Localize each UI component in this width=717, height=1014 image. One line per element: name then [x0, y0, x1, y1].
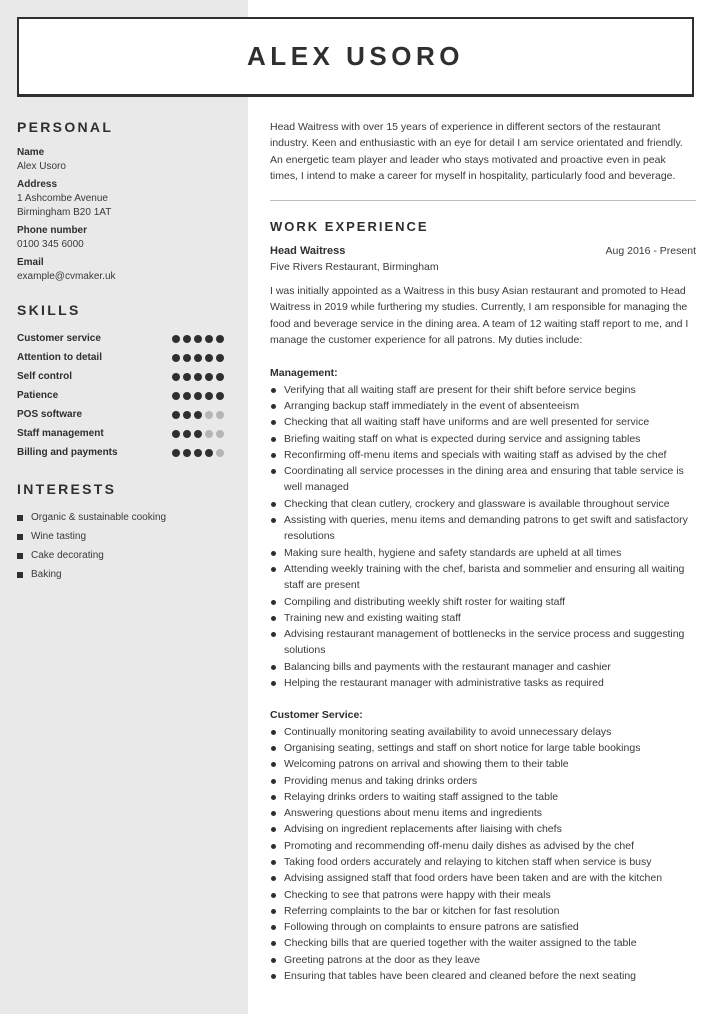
duty-item	[270, 610, 696, 626]
bullet-icon	[271, 941, 276, 946]
duty-text: Helping the restaurant manager with administrative tasks as required	[284, 677, 604, 690]
personal-field-value: Birmingham B20 1AT	[17, 207, 112, 218]
rating-dot-empty-icon	[216, 430, 224, 438]
personal-field-label: Name	[17, 147, 45, 158]
duty-text: Making sure health, hygiene and safety standards are upheld at all times	[284, 546, 622, 559]
duty-text: Referring complaints to the bar or kitchen for fast resolution	[284, 904, 560, 917]
interests-heading: INTERESTS	[17, 481, 117, 497]
duty-section-heading: Management:	[270, 367, 338, 380]
profile-summary: Head Waitress with over 15 years of experience in different sectors of the restaurant industry. Keen and enthusiastic with an eye for detail I am service orientated and friendly. An energetic team player and leader who stays motivated and proactive even in peak times, I intend to make a career for myself in hospitality, particularly food and beverage.	[270, 121, 683, 182]
duty-item	[270, 740, 696, 756]
skills-section	[17, 301, 232, 462]
duty-text: Checking that clean cutlery, crockery and glassware is available throughout service	[284, 497, 670, 510]
name-header	[17, 17, 694, 97]
duty-text: Assisting with queries, menu items and demanding patrons to get swift and satisfactory resolutions	[284, 514, 688, 543]
duty-item	[270, 382, 696, 398]
bullet-icon	[271, 388, 276, 393]
duty-text: Arranging backup staff immediately in the event of absenteeism	[284, 399, 580, 412]
rating-dot-filled-icon	[183, 373, 191, 381]
duty-text: Following through on complaints to ensure patrons are satisfied	[284, 921, 579, 934]
duty-item	[270, 626, 696, 659]
bullet-icon	[271, 746, 276, 751]
rating-dot-filled-icon	[205, 335, 213, 343]
bullet-icon	[271, 404, 276, 409]
duty-text: Ensuring that tables have been cleared and cleaned before the next seating	[284, 970, 637, 983]
skill-row	[17, 405, 232, 424]
skill-row	[17, 386, 232, 405]
skill-name: Staff management	[17, 428, 104, 439]
duty-item	[270, 463, 696, 496]
work-experience-heading: WORK EXPERIENCE	[270, 219, 429, 235]
skill-rating	[172, 392, 224, 400]
duty-item	[270, 675, 696, 691]
rating-dot-filled-icon	[183, 335, 191, 343]
rating-dot-filled-icon	[183, 411, 191, 419]
section-divider	[270, 200, 696, 201]
interest-label: Wine tasting	[31, 531, 87, 542]
duty-item	[270, 838, 696, 854]
duty-item	[270, 919, 696, 935]
rating-dot-filled-icon	[172, 335, 180, 343]
job-company: Five Rivers Restaurant, Birmingham	[270, 261, 439, 274]
duty-item	[270, 789, 696, 805]
bullet-icon	[271, 958, 276, 963]
bullet-icon	[271, 665, 276, 670]
duty-item	[270, 594, 696, 610]
duty-item	[270, 414, 696, 430]
rating-dot-filled-icon	[172, 430, 180, 438]
rating-dot-filled-icon	[205, 392, 213, 400]
interest-item	[17, 508, 232, 527]
duty-text: Welcoming patrons on arrival and showing them to their table	[284, 758, 569, 771]
rating-dot-filled-icon	[194, 392, 202, 400]
bullet-icon	[271, 925, 276, 930]
rating-dot-filled-icon	[194, 354, 202, 362]
duty-text: Providing menus and taking drinks orders	[284, 774, 478, 787]
skill-name: Customer service	[17, 333, 101, 344]
rating-dot-filled-icon	[194, 430, 202, 438]
bullet-icon	[271, 730, 276, 735]
duty-text: Relaying drinks orders to waiting staff assigned to the table	[284, 790, 559, 803]
bullet-icon	[271, 437, 276, 442]
rating-dot-filled-icon	[172, 392, 180, 400]
duty-item	[270, 545, 696, 561]
interest-label: Cake decorating	[31, 550, 104, 561]
duty-item	[270, 561, 696, 594]
rating-dot-empty-icon	[205, 430, 213, 438]
skill-rating	[172, 373, 224, 381]
skill-name: Attention to detail	[17, 352, 102, 363]
skill-name: Billing and payments	[17, 447, 118, 458]
interest-label: Organic & sustainable cooking	[31, 512, 167, 523]
bullet-icon	[271, 567, 276, 572]
duty-text: Organising seating, settings and staff on short notice for large table bookings	[284, 741, 641, 754]
bullet-icon	[271, 974, 276, 979]
bullet-icon	[271, 909, 276, 914]
personal-heading: PERSONAL	[17, 119, 114, 135]
bullet-icon	[271, 632, 276, 637]
personal-field	[17, 178, 232, 220]
skill-name: Patience	[17, 390, 59, 401]
duty-text: Checking to see that patrons were happy with their meals	[284, 888, 551, 901]
interests-section	[17, 480, 232, 584]
square-bullet-icon	[17, 553, 23, 559]
personal-field-label: Phone number	[17, 225, 88, 236]
duty-text: Checking that all waiting staff have uniforms and are well presented for service	[284, 416, 650, 429]
duty-item	[270, 756, 696, 772]
duty-text: Verifying that all waiting staff are present for their shift before service begins	[284, 383, 636, 396]
square-bullet-icon	[17, 515, 23, 521]
duty-text: Coordinating all service processes in the dining area and ensuring that table service is well managed	[284, 465, 684, 494]
interest-label: Baking	[31, 569, 62, 580]
bullet-icon	[271, 518, 276, 523]
bullet-icon	[271, 762, 276, 767]
skill-row	[17, 348, 232, 367]
personal-field	[17, 256, 232, 284]
duty-text: Taking food orders accurately and relaying to kitchen staff when service is busy	[284, 855, 652, 868]
duty-item	[270, 968, 696, 984]
skill-row	[17, 443, 232, 462]
duty-text: Advising on ingredient replacements after liaising with chefs	[284, 823, 562, 836]
interest-list	[17, 508, 232, 584]
duty-text: Promoting and recommending off-menu daily dishes as advised by the chef	[284, 839, 635, 852]
duty-item	[270, 398, 696, 414]
duty-list	[270, 724, 696, 985]
duty-list	[270, 382, 696, 692]
personal-field	[17, 146, 232, 174]
bullet-icon	[271, 469, 276, 474]
skill-rating	[172, 354, 224, 362]
skill-rating	[172, 449, 224, 457]
rating-dot-filled-icon	[183, 430, 191, 438]
rating-dot-filled-icon	[172, 449, 180, 457]
sidebar	[17, 118, 232, 584]
duty-item	[270, 724, 696, 740]
duty-item	[270, 512, 696, 545]
rating-dot-filled-icon	[205, 449, 213, 457]
personal-field-value: example@cvmaker.uk	[17, 271, 116, 282]
bullet-icon	[271, 502, 276, 507]
square-bullet-icon	[17, 572, 23, 578]
job-dates: Aug 2016 - Present	[605, 245, 696, 258]
skill-rating	[172, 430, 224, 438]
bullet-icon	[271, 551, 276, 556]
duty-item	[270, 447, 696, 463]
skill-row	[17, 424, 232, 443]
section-spacer	[270, 691, 696, 707]
skill-name: POS software	[17, 409, 83, 420]
duty-item	[270, 935, 696, 951]
rating-dot-filled-icon	[205, 373, 213, 381]
rating-dot-filled-icon	[183, 449, 191, 457]
rating-dot-filled-icon	[183, 392, 191, 400]
candidate-name: ALEX USORO	[247, 41, 464, 71]
duty-text: Compiling and distributing weekly shift roster for waiting staff	[284, 595, 566, 608]
duty-item	[270, 805, 696, 821]
duty-text: Checking bills that are queried together with the waiter assigned to the table	[284, 937, 637, 950]
duty-text: Greeting patrons at the door as they leave	[284, 953, 481, 966]
rating-dot-filled-icon	[216, 335, 224, 343]
bullet-icon	[271, 779, 276, 784]
job-description: I was initially appointed as a Waitress in this busy Asian restaurant and promoted to Head Waitress in 2019 while furthering my studies. Currently, I am responsible for managing the food and beverage service in the dining area. A team of 12 waiting staff report to me, and I manage the customer experience for all patrons. My duties include:	[270, 285, 689, 347]
duty-text: Training new and existing waiting staff	[284, 611, 461, 624]
bullet-icon	[271, 893, 276, 898]
duty-item	[270, 773, 696, 789]
duty-sections	[270, 365, 696, 984]
skill-rating	[172, 411, 224, 419]
bullet-icon	[271, 795, 276, 800]
interest-item	[17, 546, 232, 565]
job-header	[270, 245, 696, 260]
skill-row	[17, 367, 232, 386]
personal-field-value: 1 Ashcombe Avenue	[17, 193, 108, 204]
rating-dot-filled-icon	[172, 411, 180, 419]
duty-section-heading: Customer Service:	[270, 709, 363, 722]
rating-dot-filled-icon	[194, 449, 202, 457]
job-entry	[270, 245, 696, 984]
duty-text: Balancing bills and payments with the restaurant manager and cashier	[284, 660, 611, 673]
personal-field-value: Alex Usoro	[17, 161, 66, 172]
personal-field-label: Address	[17, 179, 58, 190]
interest-item	[17, 527, 232, 546]
rating-dot-filled-icon	[172, 373, 180, 381]
personal-details	[17, 146, 232, 284]
bullet-icon	[271, 827, 276, 832]
rating-dot-filled-icon	[194, 335, 202, 343]
bullet-icon	[271, 811, 276, 816]
skill-rating	[172, 335, 224, 343]
personal-field	[17, 224, 232, 252]
rating-dot-filled-icon	[216, 354, 224, 362]
duty-text: Briefing waiting staff on what is expected during service and assigning tables	[284, 432, 641, 445]
rating-dot-filled-icon	[194, 373, 202, 381]
personal-field-value: 0100 345 6000	[17, 239, 84, 250]
duty-item	[270, 903, 696, 919]
skill-list	[17, 329, 232, 462]
rating-dot-filled-icon	[205, 354, 213, 362]
duty-text: Answering questions about menu items and ingredients	[284, 807, 542, 820]
bullet-icon	[271, 420, 276, 425]
duty-text: Attending weekly training with the chef, barista and sommelier and ensuring all waiting staff are present	[284, 562, 685, 592]
duty-item	[270, 870, 696, 886]
duty-text: Continually monitoring seating availability to avoid unnecessary delays	[284, 725, 612, 738]
rating-dot-filled-icon	[194, 411, 202, 419]
personal-field-label: Email	[17, 257, 44, 268]
rating-dot-empty-icon	[216, 449, 224, 457]
duty-item	[270, 431, 696, 447]
main-content	[270, 119, 696, 984]
skill-row	[17, 329, 232, 348]
skills-heading: SKILLS	[17, 302, 81, 318]
rating-dot-filled-icon	[216, 392, 224, 400]
duty-item	[270, 821, 696, 837]
bullet-icon	[271, 681, 276, 686]
bullet-icon	[271, 860, 276, 865]
duty-item	[270, 887, 696, 903]
rating-dot-empty-icon	[216, 411, 224, 419]
duty-text: Reconfirming off-menu items and specials with waiting staff as advised by the chef	[284, 448, 667, 461]
bullet-icon	[271, 616, 276, 621]
rating-dot-filled-icon	[183, 354, 191, 362]
bullet-icon	[271, 453, 276, 458]
duty-item	[270, 952, 696, 968]
bullet-icon	[271, 876, 276, 881]
duty-text: Advising restaurant management of bottlenecks in the service process and suggesting solutions	[284, 628, 685, 657]
duty-item	[270, 854, 696, 870]
duty-item	[270, 659, 696, 675]
interest-item	[17, 565, 232, 584]
rating-dot-empty-icon	[205, 411, 213, 419]
rating-dot-filled-icon	[172, 354, 180, 362]
job-title: Head Waitress	[270, 245, 346, 258]
bullet-icon	[271, 844, 276, 849]
duty-item	[270, 496, 696, 512]
bullet-icon	[271, 600, 276, 605]
rating-dot-filled-icon	[216, 373, 224, 381]
skill-name: Self control	[17, 371, 73, 382]
duty-text: Advising assigned staff that food orders have been taken and are with the kitchen	[284, 872, 663, 885]
square-bullet-icon	[17, 534, 23, 540]
